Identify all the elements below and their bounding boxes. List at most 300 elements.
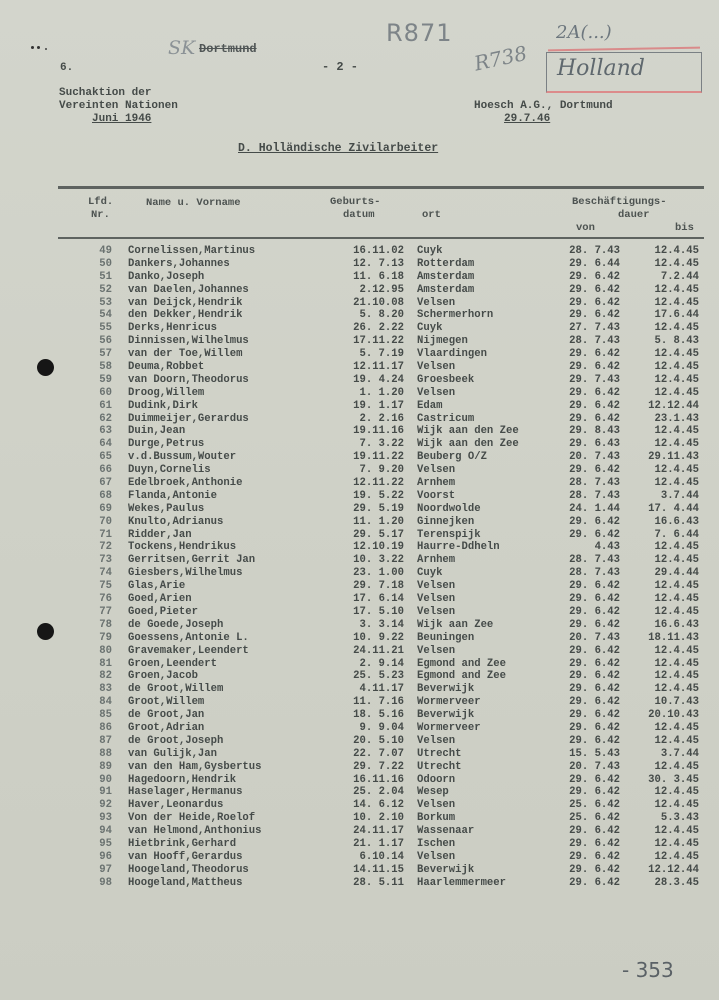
row-number: 80 bbox=[99, 644, 112, 657]
birth-place: Wassenaar bbox=[417, 825, 475, 838]
birth-place: Egmond and Zee bbox=[417, 670, 507, 683]
col-header-nr: Nr. bbox=[91, 209, 110, 221]
birth-place: Wijk aan Zee bbox=[417, 618, 494, 631]
employment-end: 12.4.45 bbox=[654, 386, 699, 399]
employment-end: 12.4.45 bbox=[654, 361, 699, 374]
birth-place: Amsterdam bbox=[417, 270, 475, 283]
worker-name: Tockens,Hendrikus bbox=[128, 541, 237, 554]
employment-end: 18.11.43 bbox=[648, 631, 699, 644]
employment-end: 12.4.45 bbox=[654, 245, 699, 257]
col-header-geburts: Geburts- bbox=[330, 196, 381, 208]
birth-place: Rotterdam bbox=[417, 257, 475, 270]
page-number: - 2 - bbox=[322, 60, 359, 74]
employment-start: 24. 1.44 bbox=[569, 502, 620, 515]
employment-start: 28. 7.43 bbox=[569, 489, 620, 502]
birth-date: 23. 1.00 bbox=[353, 567, 404, 580]
birth-date: 6.10.14 bbox=[359, 850, 404, 863]
row-number: 63 bbox=[99, 425, 112, 438]
row-number: 81 bbox=[99, 657, 112, 670]
table-row bbox=[0, 722, 719, 735]
worker-name: Edelbroek,Anthonie bbox=[128, 477, 243, 490]
row-number: 65 bbox=[99, 451, 112, 464]
birth-place: Odoorn bbox=[417, 773, 456, 786]
table-row bbox=[0, 748, 719, 761]
employment-end: 16.6.43 bbox=[654, 515, 699, 528]
employment-end: 12.4.45 bbox=[654, 825, 699, 838]
employment-start: 28. 7.43 bbox=[569, 335, 620, 348]
row-number: 58 bbox=[99, 361, 112, 374]
row-number: 54 bbox=[99, 309, 112, 322]
table-row bbox=[0, 670, 719, 683]
col-header-name: Name u. Vorname bbox=[146, 197, 241, 209]
employment-start: 29. 6.42 bbox=[569, 837, 620, 850]
birth-date: 19.11.22 bbox=[353, 451, 404, 464]
employment-end: 12.4.45 bbox=[654, 593, 699, 606]
birth-date: 14. 6.12 bbox=[353, 799, 404, 812]
employment-start: 28. 7.43 bbox=[569, 567, 620, 580]
employment-start: 29. 6.42 bbox=[569, 734, 620, 747]
row-number: 75 bbox=[99, 580, 112, 593]
row-number: 78 bbox=[99, 618, 112, 631]
worker-name: de Groot,Willem bbox=[128, 683, 224, 696]
sk-mark: SK bbox=[168, 37, 196, 59]
birth-date: 11. 1.20 bbox=[353, 515, 404, 528]
birth-date: 12. 7.13 bbox=[353, 257, 404, 270]
worker-name: Goed,Pieter bbox=[128, 605, 198, 618]
worker-name: Dudink,Dirk bbox=[128, 399, 198, 412]
employment-end: 12.4.45 bbox=[654, 760, 699, 773]
employment-end: 12.4.45 bbox=[654, 554, 699, 567]
birth-date: 26. 2.22 bbox=[353, 322, 404, 335]
table-row bbox=[0, 567, 719, 580]
birth-place: Velsen bbox=[417, 464, 456, 477]
birth-date: 9. 9.04 bbox=[359, 721, 404, 734]
birth-date: 25. 2.04 bbox=[353, 786, 404, 799]
employment-start: 20. 7.43 bbox=[569, 631, 620, 644]
row-number: 93 bbox=[99, 812, 112, 825]
worker-name: Glas,Arie bbox=[128, 580, 186, 593]
row-number: 53 bbox=[99, 296, 112, 309]
birth-date: 10. 9.22 bbox=[353, 631, 404, 644]
worker-name: Dankers,Johannes bbox=[128, 257, 230, 270]
birth-place: Egmond and Zee bbox=[417, 657, 507, 670]
worker-name: van Deijck,Hendrik bbox=[128, 296, 243, 309]
birth-date: 2. 9.14 bbox=[359, 657, 404, 670]
employment-end: 12.4.45 bbox=[654, 721, 699, 734]
birth-place: Beverwijk bbox=[417, 683, 475, 696]
worker-name: van den Ham,Gysbertus bbox=[128, 760, 262, 773]
employment-end: 12.4.45 bbox=[654, 786, 699, 799]
worker-name: de Goede,Joseph bbox=[128, 618, 224, 631]
employment-end: 29.11.43 bbox=[648, 451, 699, 464]
birth-date: 10. 2.10 bbox=[353, 812, 404, 825]
employment-start: 29. 6.42 bbox=[569, 528, 620, 541]
birth-date: 5. 8.20 bbox=[359, 309, 404, 322]
employment-end: 12.4.45 bbox=[654, 657, 699, 670]
row-number: 83 bbox=[99, 683, 112, 696]
birth-place: Utrecht bbox=[417, 760, 462, 773]
employment-start: 29. 6.42 bbox=[569, 618, 620, 631]
row-number: 86 bbox=[99, 721, 112, 734]
table-row bbox=[0, 554, 719, 567]
employment-end: 12.4.45 bbox=[654, 296, 699, 309]
page-marker: 6. bbox=[60, 62, 74, 74]
birth-date: 21. 1.17 bbox=[353, 837, 404, 850]
col-header-lfd: Lfd. bbox=[88, 196, 114, 208]
table-row bbox=[0, 361, 719, 374]
birth-place: Cuyk bbox=[417, 245, 443, 257]
employment-end: 12.4.45 bbox=[654, 425, 699, 438]
row-number: 62 bbox=[99, 412, 112, 425]
birth-place: Cuyk bbox=[417, 322, 443, 335]
birth-date: 11. 6.18 bbox=[353, 270, 404, 283]
row-number: 79 bbox=[99, 631, 112, 644]
row-number: 57 bbox=[99, 348, 112, 361]
row-number: 98 bbox=[99, 876, 112, 889]
employment-end: 5.3.43 bbox=[660, 812, 699, 825]
birth-date: 21.10.08 bbox=[353, 296, 404, 309]
employment-start: 29. 6.42 bbox=[569, 876, 620, 889]
row-number: 87 bbox=[99, 734, 112, 747]
employment-start: 29. 6.42 bbox=[569, 412, 620, 425]
worker-name: Haver,Leonardus bbox=[128, 799, 224, 812]
birth-place: Beverwijk bbox=[417, 709, 475, 722]
birth-place: Velsen bbox=[417, 361, 456, 374]
birth-date: 2.12.95 bbox=[359, 283, 404, 296]
employment-end: 12.4.45 bbox=[654, 683, 699, 696]
col-header-von: von bbox=[576, 222, 595, 234]
worker-name: Knulto,Adrianus bbox=[128, 515, 224, 528]
birth-date: 18. 5.16 bbox=[353, 709, 404, 722]
worker-name: Hoogeland,Theodorus bbox=[128, 863, 249, 876]
row-number: 59 bbox=[99, 373, 112, 386]
worker-name: Deuma,Robbet bbox=[128, 361, 205, 374]
worker-table-body bbox=[0, 245, 719, 890]
table-row bbox=[0, 825, 719, 838]
employment-start: 29. 6.42 bbox=[569, 709, 620, 722]
employment-start: 29. 6.42 bbox=[569, 361, 620, 374]
employment-end: 3.7.44 bbox=[660, 489, 699, 502]
employment-start: 29. 6.42 bbox=[569, 605, 620, 618]
birth-date: 16.11.16 bbox=[353, 773, 404, 786]
worker-name: van Doorn,Theodorus bbox=[128, 373, 249, 386]
employment-start: 29. 6.42 bbox=[569, 515, 620, 528]
table-row bbox=[0, 451, 719, 464]
table-row bbox=[0, 348, 719, 361]
employment-end: 12.4.45 bbox=[654, 464, 699, 477]
birth-place: Beuningen bbox=[417, 631, 475, 644]
employment-start: 29. 6.42 bbox=[569, 593, 620, 606]
table-row bbox=[0, 877, 719, 890]
employment-end: 12.4.45 bbox=[654, 605, 699, 618]
row-number: 64 bbox=[99, 438, 112, 451]
employment-end: 10.7.43 bbox=[654, 696, 699, 709]
birth-place: Velsen bbox=[417, 605, 456, 618]
birth-date: 20. 5.10 bbox=[353, 734, 404, 747]
birth-date: 12.10.19 bbox=[353, 541, 404, 554]
employment-end: 28.3.45 bbox=[654, 876, 699, 889]
birth-date: 5. 7.19 bbox=[359, 348, 404, 361]
worker-name: de Groot,Jan bbox=[128, 709, 205, 722]
birth-date: 2. 2.16 bbox=[359, 412, 404, 425]
worker-name: den Dekker,Hendrik bbox=[128, 309, 243, 322]
birth-date: 24.11.17 bbox=[353, 825, 404, 838]
birth-place: Borkum bbox=[417, 812, 456, 825]
row-number: 97 bbox=[99, 863, 112, 876]
birth-place: Amsterdam bbox=[417, 283, 475, 296]
worker-name: Groen,Jacob bbox=[128, 670, 198, 683]
row-number: 66 bbox=[99, 464, 112, 477]
birth-date: 14.11.15 bbox=[353, 863, 404, 876]
worker-name: van Daelen,Johannes bbox=[128, 283, 249, 296]
table-row bbox=[0, 516, 719, 529]
col-header-bis: bis bbox=[675, 222, 694, 234]
table-row bbox=[0, 593, 719, 606]
birth-date: 7. 9.20 bbox=[359, 464, 404, 477]
employment-end: 17. 4.44 bbox=[648, 502, 699, 515]
row-number: 76 bbox=[99, 593, 112, 606]
employment-end: 12.4.45 bbox=[654, 541, 699, 554]
row-number: 67 bbox=[99, 477, 112, 490]
row-number: 51 bbox=[99, 270, 112, 283]
bottom-pencil-mark: - 353 bbox=[622, 958, 674, 982]
birth-place: Ginnejken bbox=[417, 515, 475, 528]
table-row bbox=[0, 258, 719, 271]
row-number: 89 bbox=[99, 760, 112, 773]
table-row bbox=[0, 864, 719, 877]
birth-date: 17. 6.14 bbox=[353, 593, 404, 606]
employment-start: 29. 6.42 bbox=[569, 863, 620, 876]
employment-end: 23.1.43 bbox=[654, 412, 699, 425]
birth-place: Arnhem bbox=[417, 477, 456, 490]
worker-name: Droog,Willem bbox=[128, 386, 205, 399]
employment-start: 29. 6.42 bbox=[569, 696, 620, 709]
birth-place: Velsen bbox=[417, 593, 456, 606]
worker-name: Ridder,Jan bbox=[128, 528, 192, 541]
row-number: 60 bbox=[99, 386, 112, 399]
birth-place: Noordwolde bbox=[417, 502, 481, 515]
table-row bbox=[0, 387, 719, 400]
employment-start: 28. 7.43 bbox=[569, 554, 620, 567]
table-row bbox=[0, 490, 719, 503]
employment-end: 12.4.45 bbox=[654, 257, 699, 270]
birth-place: Velsen bbox=[417, 644, 456, 657]
employment-start: 29. 6.42 bbox=[569, 580, 620, 593]
worker-name: Hoogeland,Mattheus bbox=[128, 876, 243, 889]
birth-date: 19. 5.22 bbox=[353, 489, 404, 502]
employment-end: 12.4.45 bbox=[654, 348, 699, 361]
margin-specks bbox=[31, 44, 51, 50]
worker-name: Duimmeijer,Gerardus bbox=[128, 412, 249, 425]
birth-date: 12.11.17 bbox=[353, 361, 404, 374]
pencil-subreference: R738 bbox=[472, 40, 530, 76]
worker-name: v.d.Bussum,Wouter bbox=[128, 451, 237, 464]
birth-place: Nijmegen bbox=[417, 335, 468, 348]
row-number: 92 bbox=[99, 799, 112, 812]
employment-end: 12.4.45 bbox=[654, 670, 699, 683]
org-line-1: Suchaktion der bbox=[59, 87, 152, 99]
birth-place: Haarlemmermeer bbox=[417, 876, 507, 889]
employment-start: 29. 6.42 bbox=[569, 399, 620, 412]
row-number: 82 bbox=[99, 670, 112, 683]
employment-start: 29. 6.42 bbox=[569, 683, 620, 696]
employment-end: 7. 6.44 bbox=[654, 528, 699, 541]
birth-date: 22. 7.07 bbox=[353, 747, 404, 760]
employment-start: 29. 6.44 bbox=[569, 257, 620, 270]
employment-start: 29. 6.42 bbox=[569, 464, 620, 477]
employment-start: 29. 6.42 bbox=[569, 786, 620, 799]
table-row bbox=[0, 658, 719, 671]
birth-date: 3. 3.14 bbox=[359, 618, 404, 631]
row-number: 61 bbox=[99, 399, 112, 412]
birth-place: Groesbeek bbox=[417, 373, 475, 386]
employment-end: 12.4.45 bbox=[654, 850, 699, 863]
employment-end: 12.4.45 bbox=[654, 438, 699, 451]
employment-start: 29. 6.42 bbox=[569, 386, 620, 399]
birth-date: 4.11.17 bbox=[359, 683, 404, 696]
birth-place: Arnhem bbox=[417, 554, 456, 567]
employment-end: 12.4.45 bbox=[654, 322, 699, 335]
worker-name: Flanda,Antonie bbox=[128, 489, 218, 502]
row-number: 74 bbox=[99, 567, 112, 580]
holland-annotation: Holland bbox=[557, 56, 645, 81]
worker-name: Hietbrink,Gerhard bbox=[128, 837, 237, 850]
table-row bbox=[0, 735, 719, 748]
worker-name: van Helmond,Anthonius bbox=[128, 825, 262, 838]
birth-place: Beuberg O/Z bbox=[417, 451, 487, 464]
worker-name: Groot,Willem bbox=[128, 696, 205, 709]
employment-end: 12.4.45 bbox=[654, 734, 699, 747]
row-number: 77 bbox=[99, 605, 112, 618]
employment-end: 3.7.44 bbox=[660, 747, 699, 760]
employment-start: 15. 5.43 bbox=[569, 747, 620, 760]
table-row bbox=[0, 851, 719, 864]
employment-start: 29. 6.42 bbox=[569, 283, 620, 296]
table-row bbox=[0, 774, 719, 787]
table-row bbox=[0, 413, 719, 426]
employment-end: 12.4.45 bbox=[654, 283, 699, 296]
table-row bbox=[0, 683, 719, 696]
pencil-reference: R871 bbox=[386, 19, 453, 47]
birth-place: Velsen bbox=[417, 734, 456, 747]
worker-name: Gravemaker,Leendert bbox=[128, 644, 249, 657]
employment-end: 12.4.45 bbox=[654, 373, 699, 386]
table-row bbox=[0, 297, 719, 310]
table-row bbox=[0, 374, 719, 387]
birth-place: Edam bbox=[417, 399, 443, 412]
col-header-dauer: dauer bbox=[618, 209, 650, 221]
worker-name: Gerritsen,Gerrit Jan bbox=[128, 554, 256, 567]
worker-name: Duin,Jean bbox=[128, 425, 186, 438]
employment-end: 12.12.44 bbox=[648, 863, 699, 876]
table-top-rule bbox=[58, 186, 704, 189]
table-header-rule bbox=[58, 237, 704, 239]
birth-date: 11. 7.16 bbox=[353, 696, 404, 709]
employment-end: 12.4.45 bbox=[654, 477, 699, 490]
employment-end: 30. 3.45 bbox=[648, 773, 699, 786]
employment-start: 20. 7.43 bbox=[569, 760, 620, 773]
birth-place: Wijk aan den Zee bbox=[417, 425, 519, 438]
worker-name: Dinnissen,Wilhelmus bbox=[128, 335, 249, 348]
employment-start: 4.43 bbox=[594, 541, 620, 554]
employment-end: 12.4.45 bbox=[654, 644, 699, 657]
birth-date: 24.11.21 bbox=[353, 644, 404, 657]
worker-name: Duyn,Cornelis bbox=[128, 464, 211, 477]
worker-name: Derks,Henricus bbox=[128, 322, 218, 335]
table-row bbox=[0, 761, 719, 774]
table-row bbox=[0, 709, 719, 722]
row-number: 73 bbox=[99, 554, 112, 567]
birth-place: Velsen bbox=[417, 386, 456, 399]
birth-place: Schermerhorn bbox=[417, 309, 494, 322]
table-row bbox=[0, 400, 719, 413]
birth-place: Cuyk bbox=[417, 567, 443, 580]
birth-date: 25. 5.23 bbox=[353, 670, 404, 683]
birth-place: Velsen bbox=[417, 850, 456, 863]
table-row bbox=[0, 838, 719, 851]
birth-place: Voorst bbox=[417, 489, 456, 502]
row-number: 56 bbox=[99, 335, 112, 348]
employment-start: 29. 6.42 bbox=[569, 644, 620, 657]
row-number: 72 bbox=[99, 541, 112, 554]
table-row bbox=[0, 464, 719, 477]
employment-end: 12.12.44 bbox=[648, 399, 699, 412]
row-number: 52 bbox=[99, 283, 112, 296]
row-number: 95 bbox=[99, 837, 112, 850]
table-row bbox=[0, 529, 719, 542]
employment-start: 20. 7.43 bbox=[569, 451, 620, 464]
employment-end: 16.6.43 bbox=[654, 618, 699, 631]
company-date: 29.7.46 bbox=[504, 113, 551, 125]
row-number: 91 bbox=[99, 786, 112, 799]
employment-start: 29. 6.42 bbox=[569, 670, 620, 683]
employment-start: 29. 6.42 bbox=[569, 721, 620, 734]
birth-place: Ischen bbox=[417, 837, 456, 850]
employment-end: 7.2.44 bbox=[660, 270, 699, 283]
birth-date: 19. 1.17 bbox=[353, 399, 404, 412]
employment-start: 29. 6.42 bbox=[569, 296, 620, 309]
employment-start: 25. 6.42 bbox=[569, 812, 620, 825]
table-row bbox=[0, 271, 719, 284]
page-title: D. Holländische Zivilarbeiter bbox=[238, 142, 439, 155]
worker-name: Haselager,Hermanus bbox=[128, 786, 243, 799]
birth-date: 29. 5.17 bbox=[353, 528, 404, 541]
worker-name: de Groot,Joseph bbox=[128, 734, 224, 747]
table-row bbox=[0, 503, 719, 516]
company-name: Hoesch A.G., Dortmund bbox=[474, 100, 613, 112]
org-date: Juni 1946 bbox=[92, 113, 152, 125]
col-header-ort: ort bbox=[422, 209, 441, 221]
employment-start: 29. 7.43 bbox=[569, 373, 620, 386]
worker-name: Giesbers,Wilhelmus bbox=[128, 567, 243, 580]
row-number: 71 bbox=[99, 528, 112, 541]
birth-date: 29. 5.19 bbox=[353, 502, 404, 515]
birth-place: Castricum bbox=[417, 412, 475, 425]
red-underline-mark bbox=[548, 47, 700, 52]
birth-date: 1. 1.20 bbox=[359, 386, 404, 399]
birth-place: Beverwijk bbox=[417, 863, 475, 876]
birth-place: Velsen bbox=[417, 799, 456, 812]
table-row bbox=[0, 619, 719, 632]
row-number: 49 bbox=[99, 245, 112, 257]
birth-date: 29. 7.18 bbox=[353, 580, 404, 593]
table-row bbox=[0, 632, 719, 645]
employment-start: 28. 7.43 bbox=[569, 245, 620, 257]
table-row bbox=[0, 245, 719, 258]
birth-place: Wijk aan den Zee bbox=[417, 438, 519, 451]
row-number: 69 bbox=[99, 502, 112, 515]
birth-place: Wesep bbox=[417, 786, 449, 799]
